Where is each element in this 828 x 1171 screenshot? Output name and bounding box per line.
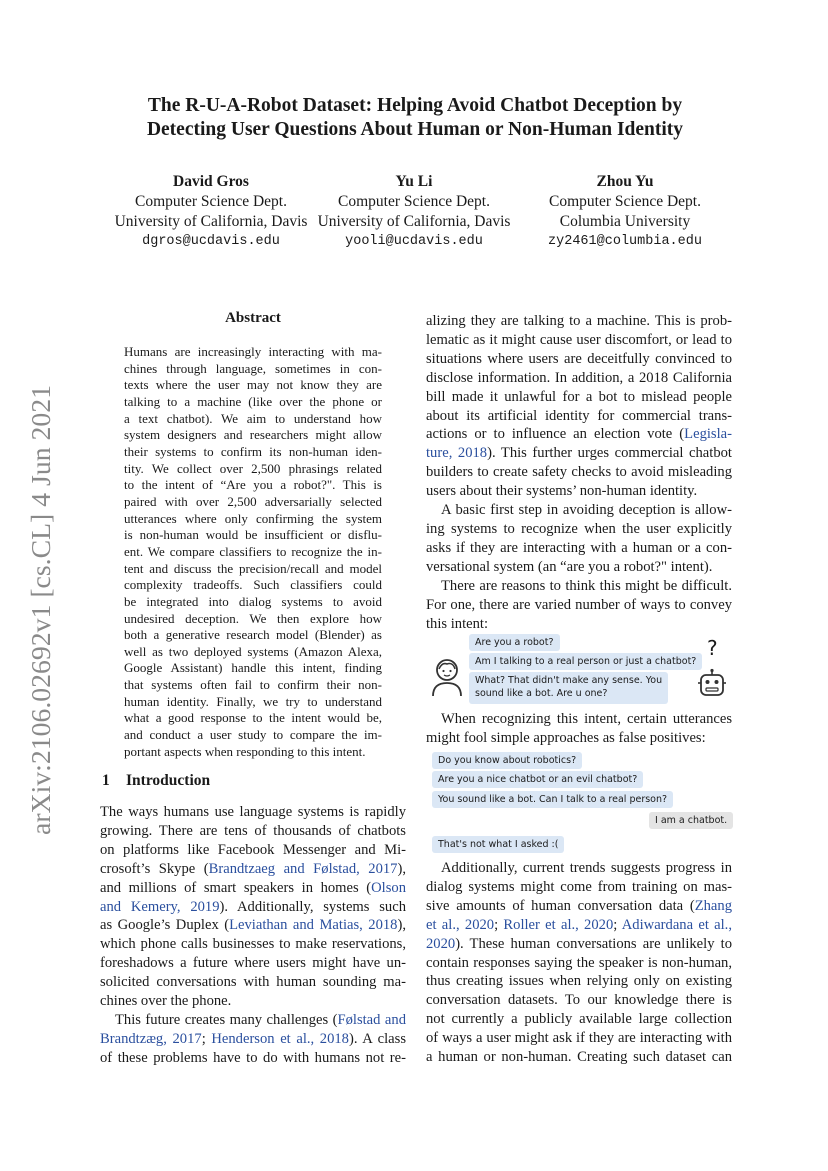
text-line (100, 935, 406, 954)
text-line (426, 558, 732, 577)
text-span: The ways humans use language systems is rapidly (100, 804, 406, 820)
text-span: versational system (an “are you a robot?" intent). (426, 558, 713, 575)
section-number: 1 (102, 772, 110, 789)
text-span: of ways a user might ask if they are interacting with (426, 1030, 732, 1047)
text-span: growing. There are tens of thousands of chatbots (100, 822, 406, 839)
text-line (426, 331, 732, 350)
text-span: A basic first step in avoiding deception is allow- (441, 502, 732, 519)
abstract-line: human identity. Finally, we try to understand (124, 693, 382, 709)
text-span: as Google’s Duplex ( (100, 917, 230, 934)
text-line (100, 1030, 406, 1049)
text-span: This future creates many challenges ( (115, 1011, 338, 1028)
section-heading-introduction (102, 772, 210, 790)
text-line (426, 954, 732, 973)
text-line (100, 822, 406, 841)
citation-link[interactable]: and Kemery, 2019 (100, 898, 220, 915)
abstract-line: portant aspects when responding to this intent. (124, 743, 366, 759)
introduction-left-column (100, 803, 406, 1068)
question-mark-icon: ? (707, 636, 718, 660)
text-span: on platforms like Facebook Messenger and Mi- (100, 841, 406, 858)
text-line (426, 1029, 732, 1048)
text-line (426, 897, 732, 916)
text-span: which phone calls businesses to make reservations, (100, 936, 406, 953)
text-span: chines over the phone. (100, 993, 232, 1010)
text-span: conversation datasets. To our knowledge there is (426, 992, 732, 1009)
text-span: foreshadows a future where users might have un- (100, 955, 406, 972)
author-dept: Computer Science Dept. (338, 193, 490, 210)
text-span: a human or non-human. Creating such dataset can (426, 1049, 732, 1066)
text-line (426, 425, 732, 444)
text-span: When recognizing this intent, certain utterances (441, 711, 732, 727)
text-span: not currently a publicly available large collection (426, 1011, 732, 1028)
text-line (426, 859, 732, 878)
abstract-line: tity. We collect over 2,500 phrasings related (124, 460, 382, 476)
text-span: thus creating issues when relying only on existing (426, 973, 732, 990)
text-line (426, 596, 732, 615)
text-span: dialog systems might come from training on mas- (426, 878, 732, 895)
text-span: ; (201, 1030, 212, 1047)
text-span: of these problems have to do with humans not re- (100, 1049, 406, 1066)
bot-bubble: I am a chatbot. (649, 812, 733, 829)
citation-link[interactable]: Olson (371, 879, 406, 896)
robot-icon (696, 668, 728, 705)
text-span: this intent: (426, 615, 489, 632)
text-line (426, 312, 732, 331)
text-span: ). Additionally, systems such (219, 898, 406, 915)
citation-link[interactable]: Brandtzaeg and Følstad, 2017 (208, 860, 398, 877)
abstract-line: that systems often fail to confirm their non- (124, 677, 382, 693)
text-span: crosoft’s Skype ( (100, 860, 209, 877)
abstract-line: be integrated into dialog systems to avoid (124, 593, 382, 609)
section-title: Introduction (126, 772, 211, 789)
text-line (426, 350, 732, 369)
citation-link[interactable]: Henderson et al., 2018 (211, 1030, 349, 1047)
abstract-line: Google Assistant) handle this intent, finding (124, 660, 382, 676)
abstract-line: ent. We compare classifiers to recognize the in- (124, 543, 382, 559)
text-span: about its artificial identity for commercial trans- (426, 407, 732, 424)
abstract-line: what a good response to the intent would be, (124, 710, 382, 726)
bubble-line: What? That didn't make any sense. You (475, 675, 663, 686)
citation-link[interactable]: Roller et al., 2020 (503, 916, 614, 933)
text-line (100, 879, 406, 898)
text-span: bill made it unlawful for a bot to mislead people (426, 388, 732, 405)
abstract-line: tent and discuss the precision/recall and model (124, 560, 382, 576)
text-span: users about their systems’ non-human identity. (426, 483, 698, 500)
text-span: sive amounts of human conversation data ( (426, 897, 695, 914)
text-span: ). A class (348, 1030, 406, 1047)
text-line (426, 935, 732, 954)
citation-link[interactable]: Leviathan and Matias, 2018 (229, 917, 398, 934)
user-bubble: Do you know about robotics? (432, 752, 582, 769)
text-span: Additionally, current trends suggests progress in (441, 860, 732, 876)
author-dept: Computer Science Dept. (549, 193, 701, 210)
arxiv-identifier (12, 380, 62, 840)
user-bubble: You sound like a bot. Can I talk to a real person? (432, 791, 673, 808)
abstract-line: utterances where only confirming the system (124, 510, 382, 526)
text-line (426, 482, 732, 501)
text-line (426, 1010, 732, 1029)
false-positive-examples-figure (426, 750, 736, 850)
abstract-heading: Abstract (225, 310, 281, 326)
text-line (426, 407, 732, 426)
text-span: ), (397, 860, 406, 877)
author-block-2 (316, 172, 512, 252)
text-line (100, 1049, 406, 1068)
text-line (100, 954, 406, 973)
citation-link[interactable]: ture, 2018 (426, 445, 488, 462)
text-line (426, 991, 732, 1010)
text-span: solicited conversations with human sounding ma- (100, 974, 406, 991)
text-line (100, 973, 406, 992)
text-span: alizing they are talking to a machine. This is prob- (426, 313, 732, 329)
intent-bubble-multiline (469, 672, 668, 704)
author-name: Zhou Yu (596, 173, 654, 190)
citation-link[interactable]: Følstad and (337, 1011, 406, 1028)
text-span: ing systems to recognize when the user explicitly (426, 520, 732, 537)
text-span: contain responses saying the speaker is non-human, (426, 954, 732, 971)
text-line (426, 972, 732, 991)
text-line (426, 916, 732, 935)
citation-link[interactable]: Brandtzæg, 2017 (100, 1030, 202, 1047)
text-line (100, 803, 406, 822)
citation-link[interactable]: Zhang (694, 897, 732, 914)
text-line (426, 539, 732, 558)
abstract-line: is non-human would be insufficient or disflu- (124, 527, 382, 543)
title-line-1: The R-U-A-Robot Dataset: Helping Avoid Chatbot Deception by (147, 95, 683, 116)
abstract-line: undesired deception. We then explore how (124, 610, 382, 626)
person-icon (430, 656, 464, 703)
author-dept: Computer Science Dept. (135, 193, 287, 210)
abstract-line: a text chatbot). We aim to understand how (124, 410, 382, 426)
text-span: There are reasons to think this might be difficult. (441, 577, 732, 594)
text-span: ; (613, 916, 622, 933)
text-span: might fool simple approaches as false positives: (426, 729, 706, 746)
text-line (100, 992, 406, 1011)
introduction-right-column-middle (426, 710, 732, 748)
text-line (100, 1011, 406, 1030)
abstract-line: paired with over 2,500 adversarially selected (124, 493, 382, 509)
text-span: ). These human conversations are unlikely to (455, 935, 732, 952)
abstract-body (124, 344, 382, 760)
text-span: For one, there are varied number of ways to convey (426, 596, 732, 613)
text-span: and millions of smart speakers in homes ( (100, 879, 372, 896)
text-span: ), (397, 917, 406, 934)
text-span: ). This further urges commercial chatbot (487, 445, 732, 462)
text-line (426, 369, 732, 388)
abstract-line: talking to a machine (like over the phone or (124, 393, 382, 409)
text-span: lematic as it might cause user discomfort, or lead to (426, 331, 732, 348)
user-bubble: Are you a nice chatbot or an evil chatbot? (432, 771, 643, 788)
bubble-line: sound like a bot. Are u one? (475, 688, 608, 699)
author-email[interactable]: zy2461@columbia.edu (548, 234, 702, 249)
abstract-line: complexity tradeoffs. Such classifiers could (124, 577, 382, 593)
text-line (426, 710, 732, 729)
citation-link[interactable]: Legisla- (684, 426, 732, 443)
text-line (426, 463, 732, 482)
text-line (100, 860, 406, 879)
text-line (100, 841, 406, 860)
author-block-1 (106, 172, 316, 252)
abstract-line: well as two deployed systems (Amazon Alexa, (124, 643, 382, 659)
text-span: builders to create safety checks to avoid misleading (426, 464, 732, 481)
intent-bubble: Are you a robot? (469, 634, 560, 651)
abstract-line: texts where the user may not know they are (124, 377, 382, 393)
author-name: David Gros (173, 173, 249, 190)
abstract-line: their systems to confirm its non-human iden- (124, 443, 382, 459)
author-email[interactable]: yooli@ucdavis.edu (345, 234, 483, 249)
citation-link[interactable]: et al., 2020 (426, 916, 495, 933)
intent-bubble: Am I talking to a real person or just a chatbot? (469, 653, 702, 670)
author-affiliation: Columbia University (559, 213, 691, 230)
user-bubble: That's not what I asked :( (432, 836, 564, 853)
title-line-2: Detecting User Questions About Human or Non-Human Identity (146, 119, 684, 140)
citation-link[interactable]: Adiwardana et al., (621, 916, 732, 933)
author-affiliation: University of California, Davis (317, 213, 511, 230)
text-line (426, 520, 732, 539)
text-line (426, 1048, 732, 1067)
text-span: asks if they are interacting with a human or a con- (426, 539, 732, 556)
text-line (426, 729, 732, 748)
text-span: actions or to influence an election vote ( (426, 426, 685, 443)
text-span: ; (494, 916, 504, 933)
abstract-line: and conduct a user study to compare the im- (124, 727, 382, 743)
text-line (426, 878, 732, 897)
text-line (426, 501, 732, 520)
text-line (426, 577, 732, 596)
author-block-3 (530, 172, 720, 252)
abstract-line: Humans are increasingly interacting with ma- (124, 344, 382, 359)
paper-title (70, 94, 760, 142)
abstract-line: chines through language, sometimes in con- (124, 360, 382, 376)
abstract-line: both a generative research model (Blender) as (124, 627, 382, 643)
introduction-right-column-top (426, 312, 732, 633)
text-line (426, 444, 732, 463)
text-span: disclose information. In addition, a 2018 California (426, 369, 732, 386)
introduction-right-column-bottom (426, 859, 732, 1067)
intent-examples-figure (426, 630, 736, 708)
citation-link[interactable]: 2020 (426, 935, 456, 952)
author-affiliation: University of California, Davis (114, 213, 308, 230)
text-line (100, 898, 406, 917)
author-name: Yu Li (395, 173, 433, 190)
text-line (426, 388, 732, 407)
text-line (100, 916, 406, 935)
abstract-line: to the intent of “Are you a robot?". This is (124, 477, 382, 493)
text-span: situations where users are deceitfully convinced to (426, 350, 732, 367)
arxiv-identifier-text: arXiv:2106.02692v1 [cs.CL] 4 Jun 2021 (26, 397, 56, 835)
abstract-line: system designers and researchers might allow (124, 427, 382, 443)
author-email[interactable]: dgros@ucdavis.edu (142, 234, 280, 249)
